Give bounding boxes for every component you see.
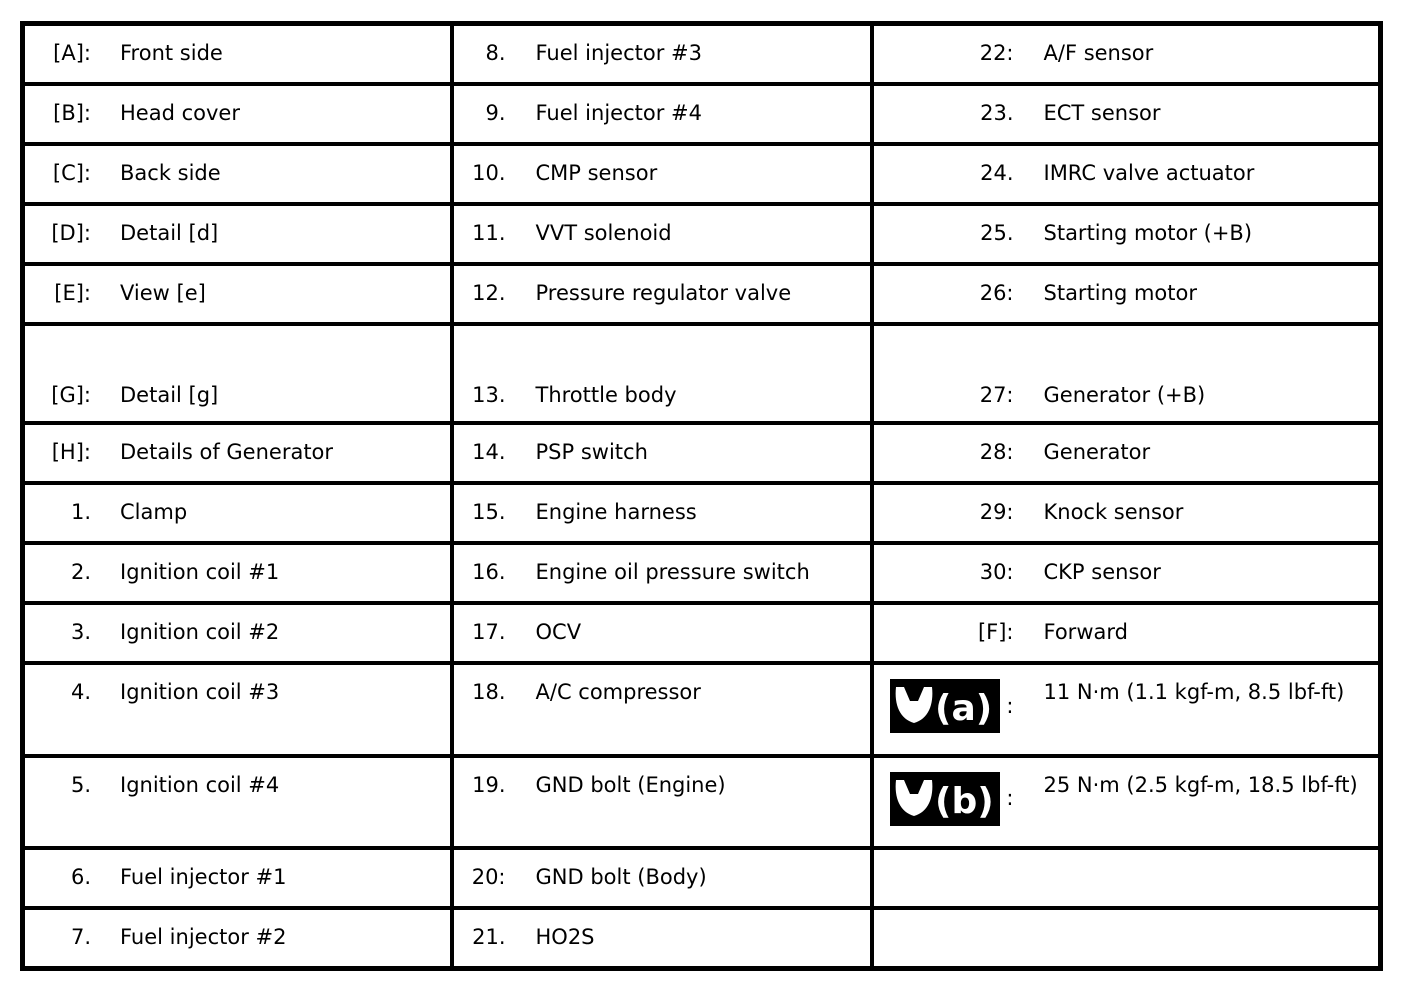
item-label: Throttle body: [535, 383, 677, 408]
item-number: 23.: [980, 100, 1014, 125]
item-number: 1.: [70, 499, 91, 524]
item-number: 16.: [472, 560, 506, 585]
item-label: Knock sensor: [1043, 499, 1184, 524]
item-number: 18.: [472, 680, 506, 705]
torque-b-text: (b): [934, 780, 994, 822]
table-row: [23, 543, 1381, 603]
item-label: HO2S: [535, 925, 595, 950]
item-label: A/C compressor: [535, 680, 701, 705]
item-label: A/F sensor: [1043, 41, 1154, 65]
item-label: IMRC valve actuator: [1043, 160, 1255, 185]
item-number: 30:: [979, 560, 1014, 585]
table-row: [23, 848, 1381, 908]
table-row: [23, 324, 1381, 422]
table-row: [23, 603, 1381, 663]
table-row: [23, 84, 1381, 144]
item-label: Forward: [1043, 620, 1128, 645]
item-label: GND bolt (Engine): [535, 772, 726, 797]
torque-spec-b: [874, 772, 1014, 826]
table-row: [23, 908, 1381, 968]
item-label: GND bolt (Body): [535, 865, 707, 890]
table-row: [23, 423, 1381, 483]
item-label: CMP sensor: [535, 160, 658, 185]
item-label: Ignition coil #4: [120, 772, 280, 797]
torque-spec-a: [874, 679, 1014, 733]
item-label: Clamp: [120, 499, 188, 524]
item-label: VVT solenoid: [535, 221, 672, 246]
item-label: Front side: [120, 41, 223, 65]
item-number: 26:: [979, 281, 1014, 306]
item-label: Detail [d]: [120, 221, 219, 246]
item-number: 19.: [472, 772, 506, 797]
item-number: 15.: [472, 499, 506, 524]
table-row: [23, 204, 1381, 264]
item-label: OCV: [535, 620, 582, 645]
item-label: Engine oil pressure switch: [535, 560, 810, 585]
item-number: 6.: [70, 865, 91, 890]
torque-colon: :: [1006, 693, 1014, 718]
item-number: 25.: [980, 221, 1014, 246]
item-number: [B]:: [53, 100, 91, 125]
item-number: 29:: [979, 499, 1014, 524]
item-number: 20:: [471, 865, 506, 890]
item-number: [E]:: [54, 281, 91, 306]
table-row: [23, 756, 1381, 848]
item-number: 10.: [472, 160, 506, 185]
item-label: Ignition coil #2: [120, 620, 280, 645]
item-number: 3.: [70, 620, 91, 645]
item-number: 27:: [979, 383, 1014, 408]
torque-colon: :: [1006, 786, 1014, 811]
item-number: 12.: [472, 281, 506, 306]
item-number: 5.: [70, 772, 91, 797]
item-number: [C]:: [52, 160, 91, 185]
item-label: View [e]: [120, 281, 206, 306]
item-number: 28:: [979, 439, 1014, 464]
item-label: Generator (+B): [1043, 383, 1206, 408]
item-number: [F]:: [977, 620, 1014, 645]
item-label: Detail [g]: [120, 383, 219, 408]
item-label: Fuel injector #2: [120, 925, 287, 950]
item-label: Engine harness: [535, 499, 697, 524]
item-label: ECT sensor: [1043, 100, 1161, 125]
item-label: Pressure regulator valve: [535, 281, 792, 306]
torque-wrench-a-icon: [890, 679, 1001, 733]
item-number: 17.: [472, 620, 506, 645]
item-label: Generator: [1043, 439, 1151, 464]
item-number: [G]:: [51, 383, 91, 408]
table-row: [23, 144, 1381, 204]
item-label: Back side: [120, 160, 221, 185]
item-number: 8.: [485, 41, 506, 65]
table-row: [23, 24, 1381, 84]
table-row: [23, 483, 1381, 543]
item-number: 24.: [980, 160, 1014, 185]
item-number: 4.: [70, 680, 91, 705]
table-row: [23, 264, 1381, 324]
item-number: 13.: [472, 383, 506, 408]
item-label: 25 N·m (2.5 kgf-m, 18.5 lbf-ft): [1043, 772, 1358, 797]
item-label: CKP sensor: [1043, 560, 1161, 585]
item-number: 2.: [70, 560, 91, 585]
legend-table: [20, 21, 1383, 971]
item-number: 14.: [472, 439, 506, 464]
item-number: 11.: [472, 221, 506, 246]
item-number: [A]:: [53, 41, 91, 65]
item-label: Fuel injector #1: [120, 865, 287, 890]
item-number: 22:: [979, 41, 1014, 65]
item-label: PSP switch: [535, 439, 648, 464]
item-number: [D]:: [51, 221, 91, 246]
item-label: Starting motor: [1043, 281, 1197, 306]
item-label: Fuel injector #3: [535, 41, 702, 65]
item-number: 9.: [485, 100, 506, 125]
item-number: 7.: [70, 925, 91, 950]
table-row: [23, 663, 1381, 755]
item-number: [H]:: [51, 439, 91, 464]
item-label: 11 N·m (1.1 kgf-m, 8.5 lbf-ft): [1043, 680, 1345, 705]
item-label: Starting motor (+B): [1043, 221, 1253, 246]
item-label: Fuel injector #4: [535, 100, 702, 125]
item-label: Ignition coil #3: [120, 680, 280, 705]
item-number: 21.: [472, 925, 506, 950]
torque-wrench-b-icon: [890, 772, 1001, 826]
item-label: Ignition coil #1: [120, 560, 280, 585]
torque-a-text: (a): [934, 688, 992, 730]
item-label: Head cover: [120, 100, 240, 125]
item-label: Details of Generator: [120, 439, 334, 464]
